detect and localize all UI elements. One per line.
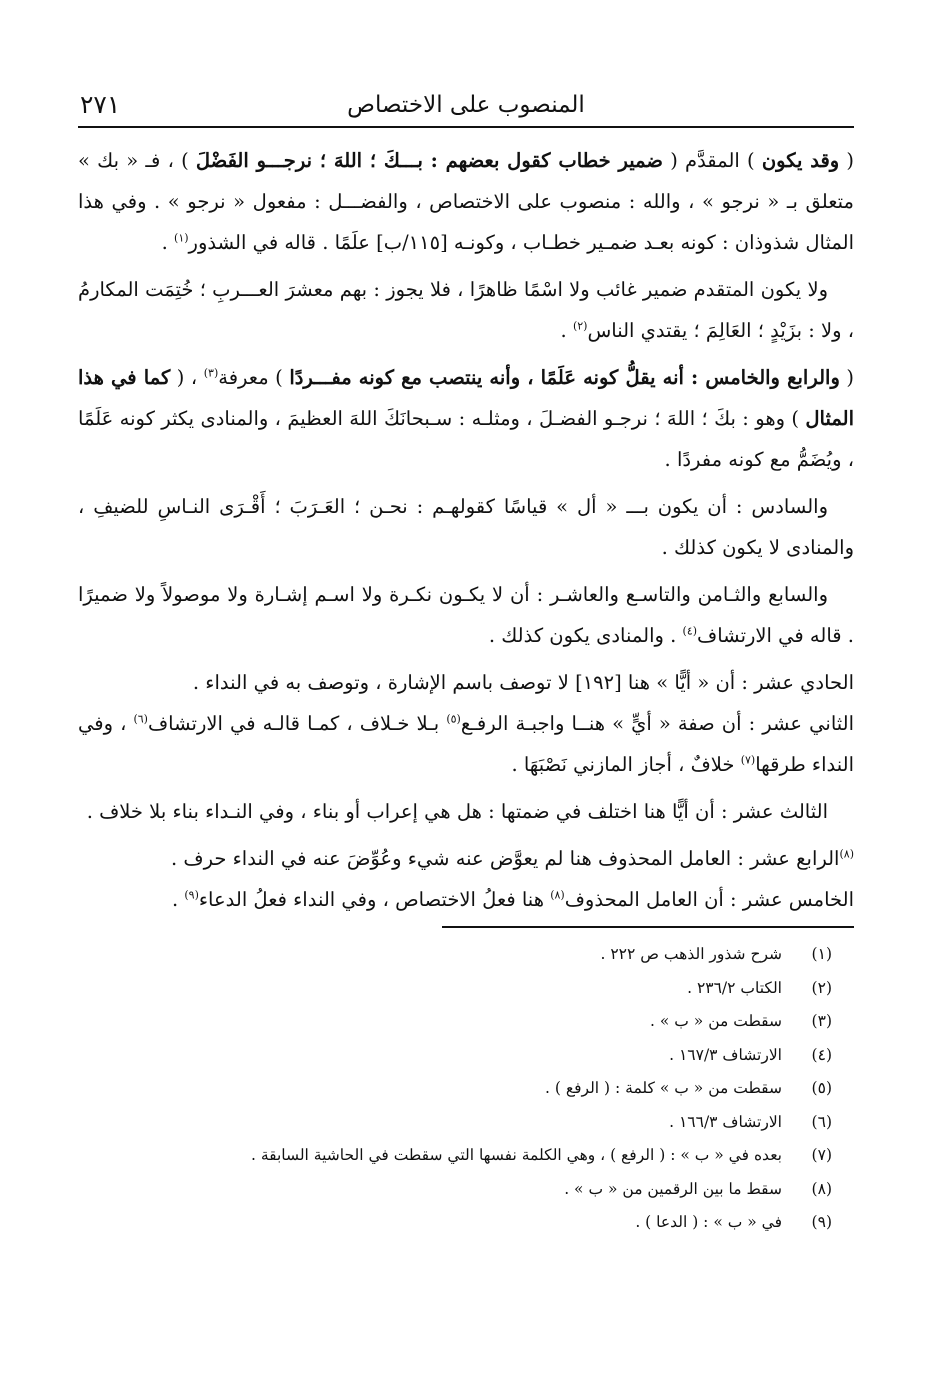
paragraph	[78, 269, 854, 351]
footnote-number: (٧)	[811, 1146, 832, 1164]
bold-text: والرابع والخامس : أنه يقلُّ كونه عَلَمًا ، وأنه ينتصب مع كونه مفـــردًا	[289, 366, 840, 389]
text-segment: الرابع عشر : العامل المحذوف هنا لم يعوَّض عنه شيء وعُوِّضَ عنه في النداء حرف .	[171, 847, 840, 870]
chapter-title: المنصوب على الاختصاص	[347, 92, 585, 118]
text-segment: والسادس : أن يكون بـــ « أل » قياسًا كقولهـم : نحـن ؛ العَـرَبَ ؛ أَقْـرَى النـاسِ للضيفِ ، والمنادى لا يكون كذلك .	[78, 495, 854, 559]
footnote-text: سقطت من « ب » كلمة : ( الرفع ) .	[545, 1079, 782, 1097]
paragraph	[78, 140, 854, 263]
footnote-ref: (٣)	[203, 366, 219, 380]
footnote-number: (٦)	[811, 1112, 832, 1131]
text-segment: الثاني عشر : أن صفة « أيٍّ » هنــا واجبـة الرفـع	[460, 712, 855, 735]
paragraph	[78, 879, 854, 920]
text-segment: .	[161, 231, 175, 254]
text-segment: (	[839, 366, 854, 389]
text-segment: . والمنادى يكون كذلك .	[488, 624, 683, 647]
bold-text: وقد يكون	[761, 149, 840, 172]
bold-text: ضمير خطاب كقول بعضهم : بـــكَ ؛ اللهَ ؛ نرجـــو الفَضْلَ	[195, 149, 663, 172]
footnote-text: سقطت من « ب » .	[650, 1012, 782, 1030]
text-segment: ، وفي النداء طرقها	[78, 712, 854, 776]
footnote-item	[78, 972, 854, 1006]
text-segment: والسابع والثـامن والتاسـع والعاشـر : أن لا يكـون نكـرة ولا اسـم إشـارة ولا موصولاً ولا ضميرًا . قاله في الارتشاف	[78, 583, 854, 647]
text-segment: الثالث عشر : أن أيًّا هنا اختلف في ضمتها : هل هي إعراب أو بناء ، وفي النـداء بناء بلا خلاف .	[86, 800, 828, 823]
paragraph	[78, 574, 854, 656]
footnote-divider	[442, 926, 854, 928]
main-text	[78, 140, 854, 920]
footnote-item	[78, 1039, 854, 1073]
paragraph	[78, 662, 854, 703]
text-segment: ) وهو : بكَ ؛ اللهَ ؛ نرجـو الفضـلَ ، ومثلـه : سـبحانَكَ اللهَ العظيمَ ، والمنادى يكثر كونه عَلَمًا ، ويُضَمُّ مع كونه مفردًا .	[78, 407, 854, 471]
paragraph	[78, 357, 854, 480]
footnote-ref: (٦)	[133, 712, 148, 726]
footnote-text: بعده في « ب » : ( الرفع ) ، وهي الكلمة نفسها التي سقطت في الحاشية السابقة .	[250, 1146, 782, 1164]
footnote-text: الكتاب ٢٣٦/٢ .	[687, 978, 782, 997]
footnote-item	[78, 938, 854, 972]
text-segment: بـلا خـلاف ، كمـا قالـه في الارتشاف	[147, 712, 447, 735]
paragraph	[78, 703, 854, 785]
footnote-ref: (٩)	[184, 888, 199, 902]
footnote-ref: (٥)	[446, 712, 461, 726]
footnote-number: (٥)	[811, 1079, 832, 1097]
footnote-ref: (١)	[174, 231, 189, 245]
footnote-item	[78, 1106, 854, 1140]
footnote-text: سقط ما بين الرقمين من « ب » .	[564, 1179, 782, 1198]
paragraph	[78, 838, 854, 879]
text-segment: ) المقدَّم (	[662, 149, 762, 172]
footnote-item	[78, 1139, 854, 1173]
footnote-ref: (٨)	[550, 888, 565, 902]
text-segment: .	[171, 888, 185, 911]
text-segment: (	[839, 149, 854, 172]
footnote-text: في « ب » : ( الدعا ) .	[635, 1213, 782, 1231]
bold-text: كما في هذا المثال	[78, 366, 854, 430]
paragraph	[78, 791, 854, 832]
text-segment: ولا يكون المتقدم ضمير غائب ولا اسْمًا ظاهرًا ، فلا يجوز : بهم معشرَ العـــربِ ؛ خُتِمَت المكارمُ ، ولا : بزَيْدٍ ؛ العَالِمَ ؛ يقتدي الناس	[78, 278, 854, 342]
footnote-ref: (٢)	[572, 319, 588, 333]
footnote-text: شرح شذور الذهب ص ٢٢٢ .	[600, 945, 782, 963]
footnote-item	[78, 1206, 854, 1240]
footnotes-list	[78, 938, 854, 1240]
footnote-text: الارتشاف ١٦٦/٣ .	[669, 1112, 782, 1131]
footnote-ref: (٨)	[839, 847, 854, 861]
footnote-number: (٢)	[811, 978, 832, 997]
footnote-item	[78, 1173, 854, 1207]
text-segment: خلافٌ ، أجاز المازني نَصْبَهَا .	[511, 753, 741, 776]
running-header	[78, 88, 854, 128]
footnote-number: (٤)	[811, 1045, 832, 1064]
paragraph	[78, 486, 854, 568]
footnote-number: (٩)	[811, 1213, 832, 1231]
text-segment: ، (	[170, 366, 204, 389]
text-segment: ) معرفة	[218, 366, 290, 389]
footnote-number: (٣)	[811, 1012, 832, 1030]
text-segment: .	[560, 319, 573, 342]
footnote-number: (١)	[811, 945, 832, 963]
text-segment: هنا فعلُ الاختصاص ، وفي النداء فعلُ الدعاء	[198, 888, 551, 911]
text-segment: الخامس عشر : أن العامل المحذوف	[564, 888, 854, 911]
footnote-item	[78, 1072, 854, 1106]
footnote-ref: (٧)	[740, 753, 756, 767]
footnote-number: (٨)	[811, 1179, 832, 1198]
book-page	[78, 88, 854, 1240]
footnote-text: الارتشاف ١٦٧/٣ .	[669, 1045, 782, 1064]
text-segment: ) ، فـ « بك » متعلق بـ « نرجو » ، والله : منصوب على الاختصاص ، والفضـــل : مفعول « نرجو » . وفي هذا المثال شذوذان : كونه بعـد ضمـير خطـاب ، وكونـه [١١٥/ب] علَمًا . قاله في الشذور	[78, 149, 854, 254]
footnote-item	[78, 1005, 854, 1039]
page-number: ٢٧١	[80, 90, 121, 119]
footnote-ref: (٤)	[682, 624, 698, 638]
text-segment: الحادي عشر : أن « أيًّا » هنا [١٩٢] لا توصف باسم الإشارة ، وتوصف به في النداء .	[192, 671, 854, 694]
